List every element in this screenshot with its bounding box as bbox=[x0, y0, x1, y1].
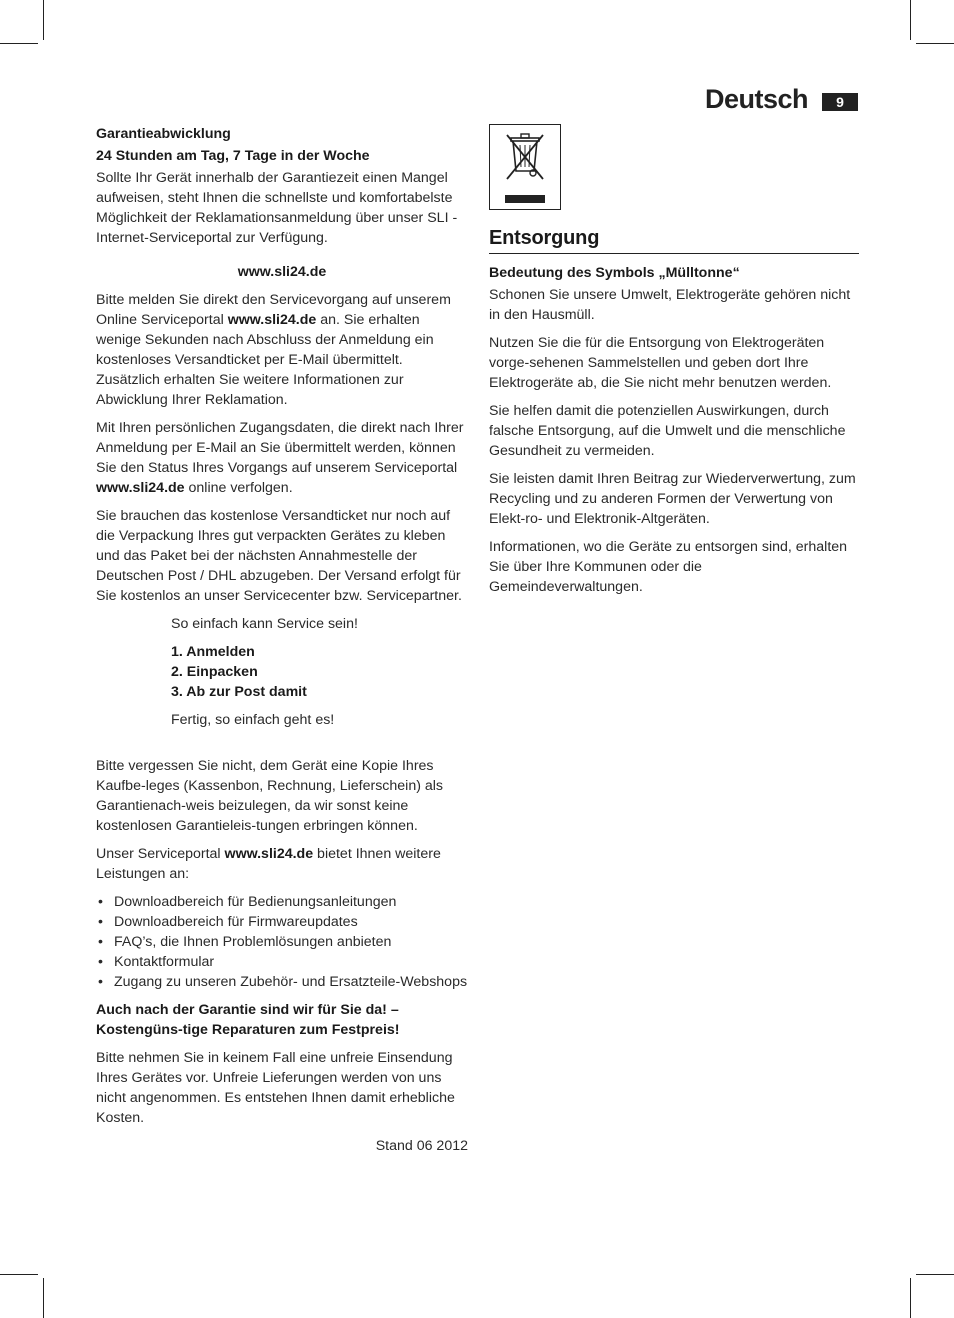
crop-mark bbox=[43, 1278, 44, 1318]
list-item: • Downloadbereich für Firmwareupdates bbox=[96, 912, 468, 932]
service-url-link[interactable]: www.sli24.de bbox=[227, 312, 317, 328]
service-url[interactable]: www.sli24.de bbox=[237, 264, 327, 280]
paragraph bbox=[96, 418, 468, 498]
right-column bbox=[489, 124, 859, 605]
paragraph bbox=[96, 844, 468, 884]
step-item: 1. Anmelden bbox=[171, 644, 255, 660]
language-header: Deutsch bbox=[704, 84, 808, 114]
text: Bitte melden Sie direkt den Servicevorgang auf unserem Online Serviceportal bbox=[96, 292, 451, 328]
heading-garantieabwicklung: Garantieabwicklung bbox=[96, 126, 231, 142]
paragraph: Nutzen Sie die für die Entsorgung von Elektrogeräten vorge-sehenen Sammelstellen und geben dort Ihre Elektrogeräte ab, die Sie nicht mehr benutzen werden. bbox=[489, 335, 832, 391]
crop-mark bbox=[910, 1278, 911, 1318]
text: bietet Ihnen weitere Leistungen an: bbox=[96, 846, 441, 882]
page-number-badge: 9 bbox=[822, 93, 858, 111]
bin-symbol bbox=[498, 129, 552, 205]
crop-mark bbox=[0, 1274, 38, 1275]
list-item: • Kontaktformular bbox=[96, 952, 468, 972]
crop-mark bbox=[43, 0, 44, 40]
paragraph: Sie helfen damit die potenziellen Auswirkungen, durch falsche Entsorgung, auf die Umwelt und die menschliche Gesundheit zu vermeiden. bbox=[489, 403, 846, 459]
bold-note: Auch nach der Garantie sind wir für Sie da! – Kostengüns-tige Reparaturen zum Festpreis! bbox=[96, 1002, 400, 1038]
crop-mark bbox=[0, 43, 38, 44]
text: an. Sie erhalten wenige Sekunden nach Abschluss der Anmeldung ein kostenloses Versandticket per E-Mail übermittelt. Zusätzlich erhalten Sie weitere Informationen zur Abwicklung Ihrer Reklamation. bbox=[96, 312, 434, 408]
paragraph: Sollte Ihr Gerät innerhalb der Garantiezeit einen Mangel aufweisen, steht Ihnen die schnellste und komfortabelste Möglichkeit der Reklamationsanmeldung über unser SLI -Internet-Serviceportal zur Verfügung. bbox=[96, 170, 458, 246]
subheading-symbol-meaning: Bedeutung des Symbols „Mülltonne“ bbox=[489, 265, 740, 281]
crop-mark bbox=[916, 1274, 954, 1275]
left-column bbox=[96, 124, 468, 1164]
paragraph: Sie brauchen das kostenlose Versandticket nur noch auf die Verpackung Ihres gut verpackten Gerätes zu kleben und das Paket bei der nächsten Annahmestelle der Deutschen Post / DHL abzugeben. Der Versand erfolgt für Sie kostenlos an unser Servicecenter bzw. Servicepartner. bbox=[96, 508, 462, 604]
version-stamp: Stand 06 2012 bbox=[375, 1138, 468, 1154]
paragraph bbox=[96, 290, 468, 410]
section-title-entsorgung: Entsorgung bbox=[489, 228, 859, 254]
steps-list bbox=[171, 642, 468, 702]
text: Mit Ihren persönlichen Zugangsdaten, die direkt nach Ihrer Anmeldung per E-Mail an Sie übermittelt werden, können Sie den Status Ihres Vorgangs auf unserem Serviceportal bbox=[96, 420, 464, 476]
paragraph: Bitte nehmen Sie in keinem Fall eine unfreie Einsendung Ihres Gerätes vor. Unfreie Lieferungen werden von uns nicht angenommen. Es entstehen Ihnen damit erhebliche Kosten. bbox=[96, 1050, 455, 1126]
list-item: • Zugang zu unseren Zubehör- und Ersatzteile-Webshops bbox=[96, 972, 468, 992]
services-bullet-list bbox=[96, 892, 468, 992]
paragraph: Schonen Sie unsere Umwelt, Elektrogeräte gehören nicht in den Hausmüll. bbox=[489, 287, 851, 323]
service-url-link[interactable]: www.sli24.de bbox=[96, 480, 185, 496]
crop-mark bbox=[916, 43, 954, 44]
heading-service-hours: 24 Stunden am Tag, 7 Tage in der Woche bbox=[96, 148, 370, 164]
paragraph: Informationen, wo die Geräte zu entsorgen sind, erhalten Sie über Ihre Kommunen oder die Gemeindeverwaltungen. bbox=[489, 539, 848, 595]
service-url-link[interactable]: www.sli24.de bbox=[224, 846, 314, 862]
text: online verfolgen. bbox=[184, 480, 293, 496]
list-item: • FAQ’s, die Ihnen Problemlösungen anbieten bbox=[96, 932, 468, 952]
paragraph: Sie leisten damit Ihren Beitrag zur Wiederverwertung, zum Recycling und zu anderen Formen der Verwertung von Elekt-ro- und Elektronik-Altgeräten. bbox=[489, 471, 856, 527]
crossed-out-wheelie-bin-icon bbox=[489, 124, 561, 210]
crop-mark bbox=[910, 0, 911, 40]
paragraph: Bitte vergessen Sie nicht, dem Gerät eine Kopie Ihres Kaufbe-leges (Kassenbon, Rechnung, Lieferschein) als Garantienach-weis beizulegen, da wir sonst keine kostenlosen Garantieleis-tungen erbringen können. bbox=[96, 758, 444, 834]
done-line: Fertig, so einfach geht es! bbox=[171, 712, 335, 728]
list-item: • Downloadbereich für Bedienungsanleitungen bbox=[96, 892, 468, 912]
easy-service-line: So einfach kann Service sein! bbox=[171, 616, 358, 632]
step-item: 3. Ab zur Post damit bbox=[171, 684, 307, 700]
text: Unser Serviceportal bbox=[96, 846, 225, 862]
step-item: 2. Einpacken bbox=[171, 664, 258, 680]
